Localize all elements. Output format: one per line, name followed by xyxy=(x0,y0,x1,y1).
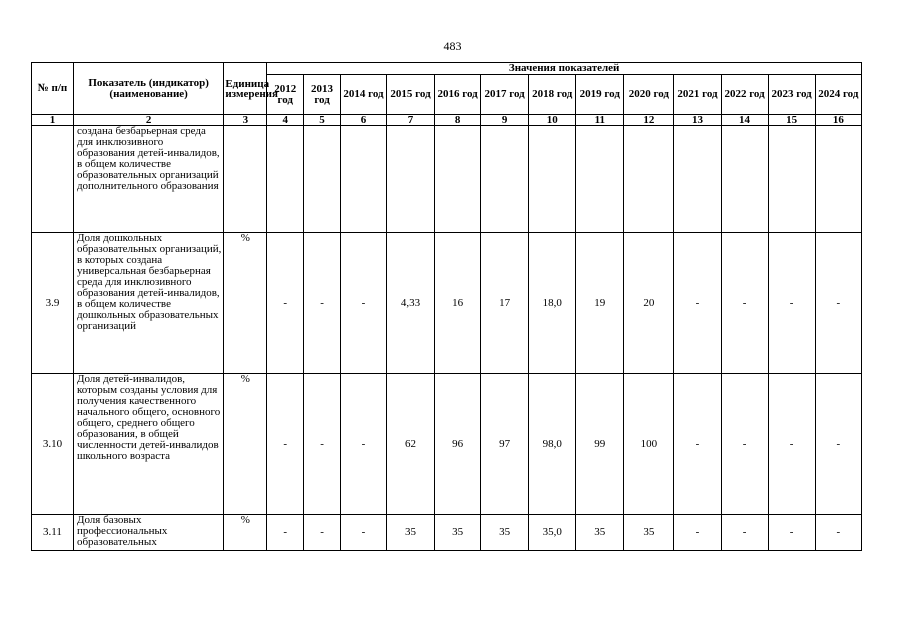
table-row xyxy=(32,233,862,374)
column-number: 7 xyxy=(387,115,435,126)
column-number: 5 xyxy=(304,115,341,126)
row-value: 19 xyxy=(576,233,624,374)
page-number: 483 xyxy=(443,39,462,53)
row-value: - xyxy=(815,374,861,515)
header-year-2015: 2015 год xyxy=(387,75,435,115)
table-row xyxy=(32,515,862,551)
row-value: - xyxy=(674,515,721,551)
row-unit: % xyxy=(224,233,267,374)
header-unit: Единица измерения xyxy=(224,63,267,115)
column-number: 12 xyxy=(624,115,674,126)
row-value: - xyxy=(815,233,861,374)
row-value: 20 xyxy=(624,233,674,374)
row-value xyxy=(481,126,529,233)
header-year-2017: 2017 год xyxy=(481,75,529,115)
row-value: - xyxy=(674,374,721,515)
row-value: 18,0 xyxy=(529,233,576,374)
table-row xyxy=(32,126,862,233)
row-value xyxy=(768,126,815,233)
row-value: - xyxy=(304,374,341,515)
row-value: 35 xyxy=(435,515,481,551)
row-value: - xyxy=(768,374,815,515)
row-indicator: Доля базовых профессиональных образовательных xyxy=(73,515,223,551)
column-number: 11 xyxy=(576,115,624,126)
header-year-2012: 2012 год xyxy=(267,75,304,115)
column-number: 15 xyxy=(768,115,815,126)
column-number: 14 xyxy=(721,115,768,126)
row-value: 35,0 xyxy=(529,515,576,551)
row-value: - xyxy=(304,515,341,551)
row-value: - xyxy=(768,515,815,551)
row-value: 35 xyxy=(624,515,674,551)
row-value: - xyxy=(768,233,815,374)
row-unit: % xyxy=(224,374,267,515)
row-value xyxy=(340,126,386,233)
row-value: - xyxy=(721,374,768,515)
row-indicator: создана безбарьерная среда для инклюзивного образования детей-инвалидов, в общем количестве образовательных организаций дополнительного образования xyxy=(73,126,223,233)
row-value: 35 xyxy=(481,515,529,551)
row-value: - xyxy=(340,374,386,515)
header-year-2019: 2019 год xyxy=(576,75,624,115)
column-number: 2 xyxy=(73,115,223,126)
header-values-group: Значения показателей xyxy=(267,63,862,75)
column-number: 9 xyxy=(481,115,529,126)
header-year-2024: 2024 год xyxy=(815,75,861,115)
row-value xyxy=(624,126,674,233)
row-num: 3.10 xyxy=(32,374,74,515)
row-value xyxy=(576,126,624,233)
row-value: 62 xyxy=(387,374,435,515)
header-year-2018: 2018 год xyxy=(529,75,576,115)
row-value xyxy=(529,126,576,233)
row-num: 3.9 xyxy=(32,233,74,374)
header-indicator: Показатель (индикатор) (наименование) xyxy=(73,63,223,115)
row-value: 16 xyxy=(435,233,481,374)
header-year-2014: 2014 год xyxy=(340,75,386,115)
row-value xyxy=(435,126,481,233)
column-number: 3 xyxy=(224,115,267,126)
header-num: № п/п xyxy=(32,63,74,115)
column-number: 8 xyxy=(435,115,481,126)
column-number: 4 xyxy=(267,115,304,126)
row-value: - xyxy=(721,233,768,374)
row-value xyxy=(387,126,435,233)
row-value: - xyxy=(721,515,768,551)
row-value: - xyxy=(340,515,386,551)
row-indicator: Доля детей-инвалидов, которым созданы условия для получения качественного начального общего, основного общего, среднего общего образования, в общей численности детей-инвалидов школьного возраста xyxy=(73,374,223,515)
header-year-2020: 2020 год xyxy=(624,75,674,115)
header-year-2016: 2016 год xyxy=(435,75,481,115)
column-number: 13 xyxy=(674,115,721,126)
row-value: 98,0 xyxy=(529,374,576,515)
row-value: 96 xyxy=(435,374,481,515)
indicators-table xyxy=(31,62,862,551)
row-num xyxy=(32,126,74,233)
row-unit: % xyxy=(224,515,267,551)
row-value: 99 xyxy=(576,374,624,515)
table-row xyxy=(32,374,862,515)
row-value: 35 xyxy=(387,515,435,551)
row-value: 35 xyxy=(576,515,624,551)
row-indicator: Доля дошкольных образовательных организаций, в которых создана универсальная безбарьерная среда для инклюзивного образования детей-инвалидов, в общем количестве дошкольных образовательных организаций xyxy=(73,233,223,374)
row-value xyxy=(267,126,304,233)
row-value: 17 xyxy=(481,233,529,374)
row-value xyxy=(721,126,768,233)
row-value: 100 xyxy=(624,374,674,515)
header-year-2023: 2023 год xyxy=(768,75,815,115)
row-value xyxy=(304,126,341,233)
column-number: 10 xyxy=(529,115,576,126)
column-number: 16 xyxy=(815,115,861,126)
header-year-2013: 2013 год xyxy=(304,75,341,115)
row-value xyxy=(674,126,721,233)
row-value: - xyxy=(267,374,304,515)
header-year-2022: 2022 год xyxy=(721,75,768,115)
row-unit xyxy=(224,126,267,233)
row-value: - xyxy=(340,233,386,374)
row-value: - xyxy=(267,515,304,551)
row-value: - xyxy=(674,233,721,374)
column-number: 6 xyxy=(340,115,386,126)
row-value: - xyxy=(304,233,341,374)
row-value: - xyxy=(815,515,861,551)
row-value: 4,33 xyxy=(387,233,435,374)
row-value xyxy=(815,126,861,233)
column-number: 1 xyxy=(32,115,74,126)
row-value: 97 xyxy=(481,374,529,515)
row-value: - xyxy=(267,233,304,374)
row-num: 3.11 xyxy=(32,515,74,551)
header-year-2021: 2021 год xyxy=(674,75,721,115)
